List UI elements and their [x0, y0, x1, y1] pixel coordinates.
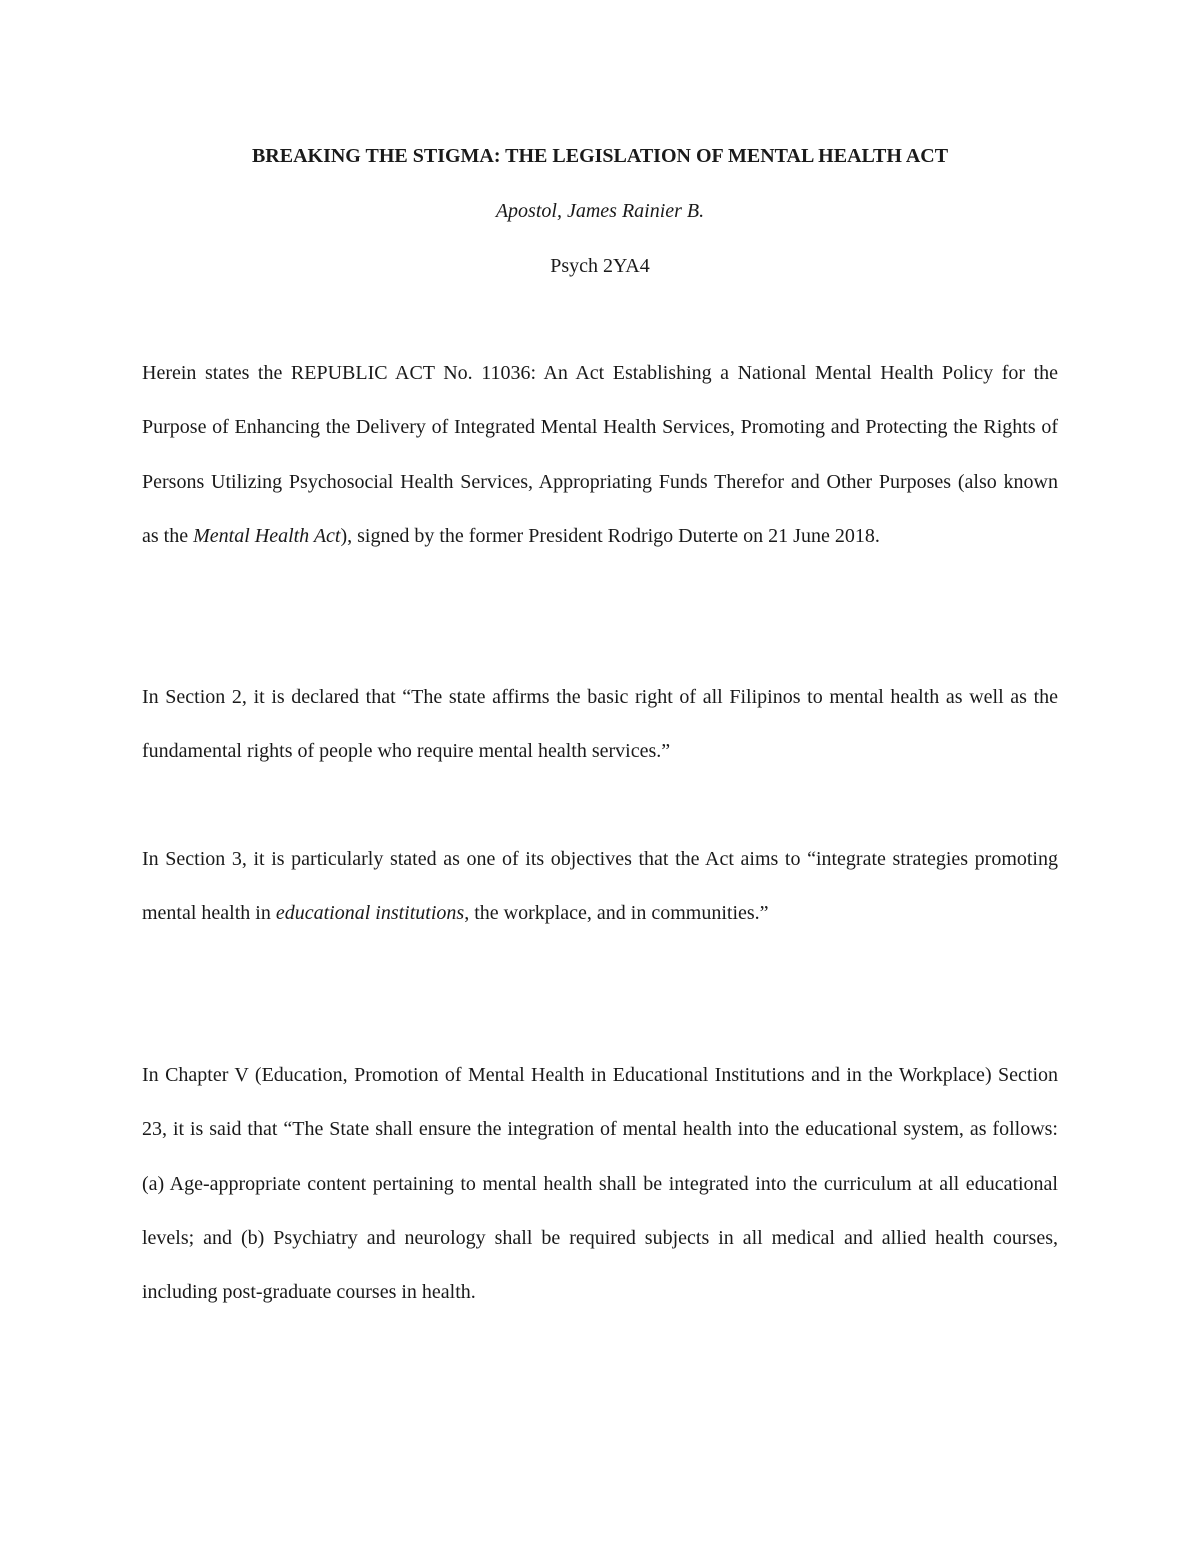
- paragraph-section-3: [142, 832, 1058, 941]
- author-name: Apostol, James Rainier B.: [495, 200, 705, 222]
- paragraph-chapter-v: In Chapter V (Education, Promotion of Mental Health in Educational Institutions and in the Workplace) Section 23, it is said that “The State shall ensure the integration of mental health into the educational system, as follows: (a) Age-appropriate content pertaining to mental health shall be integrated into the curriculum at all educational levels; and (b) Psychiatry and neurology shall be required subjects in all medical and allied health courses, including post-graduate courses in health.: [142, 1064, 1058, 1304]
- document-title: BREAKING THE STIGMA: THE LEGISLATION OF MENTAL HEALTH ACT: [251, 145, 949, 167]
- italic-educational-institutions: educational institutions: [275, 902, 465, 925]
- paragraph-republic-act: [142, 346, 1058, 563]
- paragraph-text: Herein states the REPUBLIC ACT No. 11036: An Act Establishing a National Mental Health Policy for the Purpose of Enhancing the Delivery of Integrated Mental Health Services, Promoting and Protecting the Rights of Persons Utilizing Psychosocial Health Services, Appropriating Funds Therefor and Other Purposes (also known as the: [142, 362, 1058, 547]
- paragraph-text: In Section 3, it is particularly stated as one of its objectives that the Act aims to “integrate strategies promoting mental health in: [142, 848, 1058, 925]
- paragraph-text: , the workplace, and in communities.”: [464, 902, 769, 925]
- paragraph-section-2: In Section 2, it is declared that “The state affirms the basic right of all Filipinos to mental health as well as the fundamental rights of people who require mental health services.”: [142, 686, 1058, 763]
- italic-act-name: Mental Health Act: [193, 524, 341, 547]
- paragraph-text: ), signed by the former President Rodrigo Duterte on 21 June 2018.: [340, 524, 880, 547]
- class-section: Psych 2YA4: [550, 255, 650, 277]
